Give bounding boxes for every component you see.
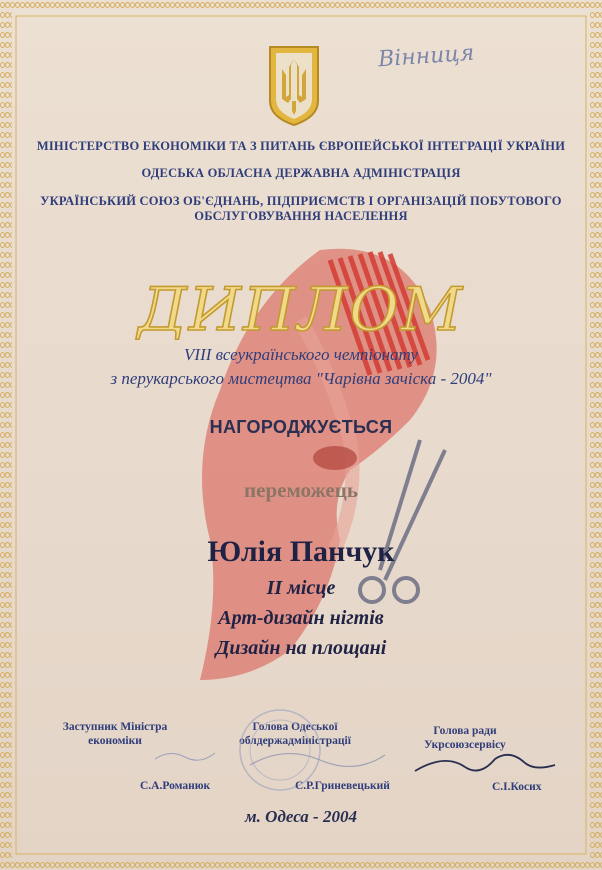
- signatory-1-name: С.А.Романюк: [140, 780, 211, 792]
- subcategory: Дизайн на площані: [215, 637, 387, 659]
- signatory-2-position-line2: облдержадміністрації: [239, 735, 351, 747]
- signatory-2-position-line1: Голова Одеської: [252, 721, 338, 733]
- org-union-line1: УКРАЇНСЬКИЙ СОЮЗ ОБ'ЄДНАНЬ, ПІДПРИЄМСТВ І ОРГАНІЗАЦІЙ ПОБУТОВОГО: [40, 194, 562, 208]
- signatory-3-position-line2: Укрсоюзсервісу: [424, 739, 506, 751]
- diploma-title-text: ДИПЛОМ: [137, 275, 465, 342]
- org-oblast-administration: ОДЕСЬКА ОБЛАСНА ДЕРЖАВНА АДМІНІСТРАЦІЯ: [141, 166, 461, 180]
- signature-1: [150, 745, 220, 765]
- signatory-1-position-line2: економіки: [88, 735, 142, 747]
- subtitle-championship: VIII всеукраїнського чемпіонату: [184, 345, 418, 364]
- winner-label: переможець: [244, 478, 358, 502]
- city-year: м. Одеса - 2004: [245, 807, 357, 826]
- signatory-1-position: [50, 720, 180, 748]
- recipient-name: Юлія Панчук: [207, 535, 395, 568]
- diploma-title: [0, 272, 602, 342]
- subtitle-competition: з перукарського мистецтва "Чарівна зачіска - 2004": [110, 369, 492, 388]
- handwritten-note: Вінниця: [377, 40, 476, 73]
- coat-of-arms-trident: [268, 45, 320, 127]
- org-ministry: МІНІСТЕРСТВО ЕКОНОМІКИ ТА З ПИТАНЬ ЄВРОПЕЙСЬКОЇ ІНТЕГРАЦІЇ УКРАЇНИ: [36, 139, 566, 153]
- signatory-3-name: С.І.Косих: [492, 781, 542, 793]
- org-union-line2: ОБСЛУГОВУВАННЯ НАСЕЛЕННЯ: [194, 209, 408, 223]
- signatory-1-position-line1: Заступник Міністра: [62, 721, 168, 733]
- place-award: II місце: [266, 577, 336, 599]
- category: Арт-дизайн нігтів: [218, 607, 384, 629]
- signatory-3-position-line1: Голова ради: [433, 725, 497, 737]
- awarded-label: НАГОРОДЖУЄТЬСЯ: [209, 417, 393, 437]
- signatory-2-name: С.Р.Гриневецький: [295, 780, 390, 792]
